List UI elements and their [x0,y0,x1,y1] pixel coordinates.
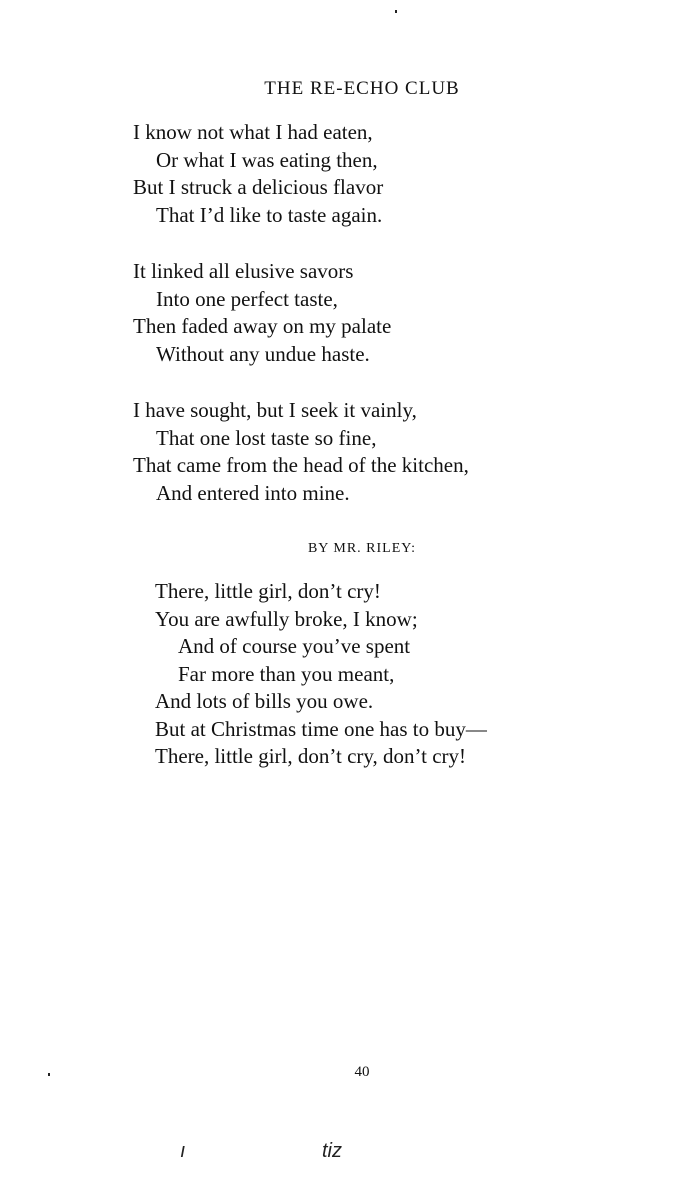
poem-line: Far more than you meant, [178,661,395,686]
byline: BY MR. RILEY: [307,541,417,556]
poem-line: That I’d like to taste again. [156,202,383,227]
poem-one-stanza-3 [133,397,469,507]
footer-mark-left: ı [180,1140,186,1162]
poem-line: Then faded away on my palate [133,314,392,338]
poem-line: Or what I was eating then, [156,147,378,172]
poem-line: And of course you’ve spent [178,634,411,658]
poem-line: That came from the head of the kitchen, [133,453,469,477]
poem-line: Into one perfect taste, [156,286,338,311]
poem-one-stanza-2 [133,258,391,368]
poem-line: I have sought, but I seek it vainly, [133,398,417,422]
poem-line: It linked all elusive savors [133,259,354,283]
poem-line: And entered into mine. [156,480,350,505]
poem-one-stanza-1 [133,119,383,229]
page-number: 40 [354,1064,370,1080]
running-head: THE RE-ECHO CLUB [264,78,460,99]
print-speck-top [395,10,397,13]
footer-mark-center: tiz [322,1140,342,1162]
poem-two [155,578,487,771]
poem-line: But at Christmas time one has to buy— [155,716,487,741]
poem-line: You are awfully broke, I know; [155,606,418,631]
poem-line: Without any undue haste. [156,341,370,366]
poem-line: There, little girl, don’t cry! [155,579,381,603]
poem-line: I know not what I had eaten, [133,120,373,144]
poem-line: That one lost taste so fine, [156,425,377,450]
poem-line: But I struck a delicious flavor [133,175,384,199]
poem-line: There, little girl, don’t cry, don’t cry! [155,744,467,768]
poem-line: And lots of bills you owe. [155,689,374,713]
